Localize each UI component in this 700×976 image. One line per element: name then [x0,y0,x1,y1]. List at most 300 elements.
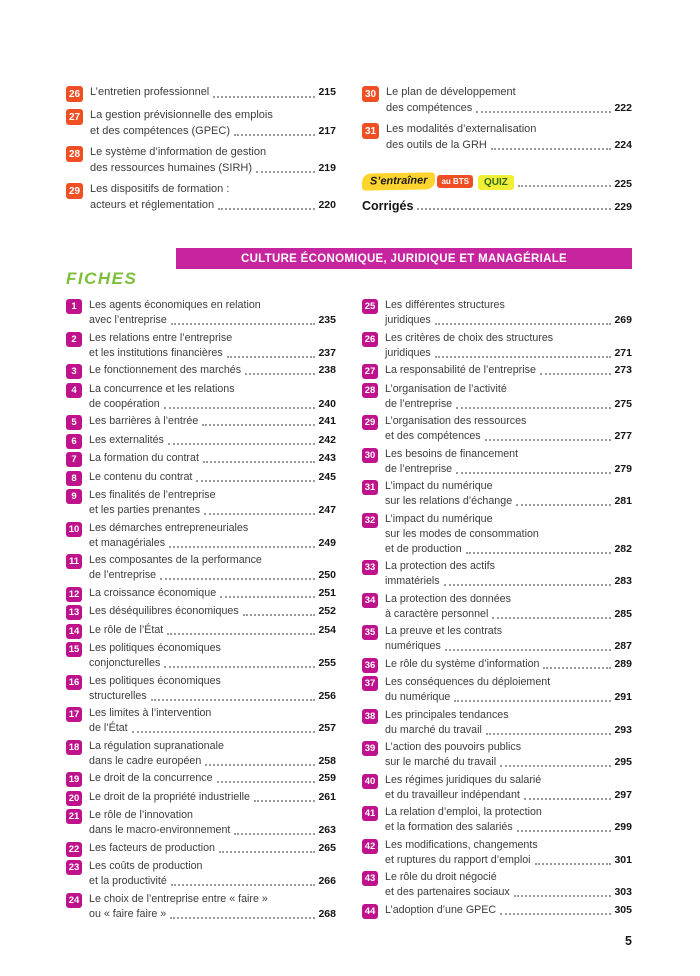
toc-item-number-badge: 15 [66,642,82,657]
toc-item-title: Les externalités [89,433,164,446]
entrainer-badge: S’entraîner [362,172,436,190]
toc-item-last-line [89,433,336,448]
toc-item [66,790,336,806]
toc-item-page-number: 265 [318,841,336,854]
toc-item-number-badge: 26 [66,86,83,102]
toc-item-text [89,382,336,412]
toc-item-number-badge: 29 [66,183,83,199]
toc-item-title-line: La preuve et les contrats [385,625,503,637]
toc-item-last-line [385,639,632,654]
toc-item-page-number: 277 [614,430,632,442]
toc-item-page-number: 240 [318,397,336,410]
leader-dots [171,884,316,886]
toc-item-title-line: L’impact du numérique [385,512,493,525]
toc-item-title: des outils de la GRH [386,138,487,151]
toc-item-text [89,859,336,889]
toc-item-page-number: 251 [318,586,336,599]
toc-item-last-line [385,657,632,672]
toc-item-page-number: 241 [318,415,336,427]
toc-item-text [385,479,632,509]
toc-item-last-line [89,874,336,889]
corriges-page-number: 229 [614,201,632,213]
toc-item-page-number: 301 [614,853,632,866]
toc-item-title: Le rôle de l’État [89,623,164,636]
toc-item [66,331,336,361]
quiz-badge: QUIZ [478,175,514,190]
toc-item-text [385,624,632,654]
toc-item-number-badge: 33 [362,560,378,575]
leader-dots [217,781,316,783]
toc-item [362,870,632,900]
toc-item-title-line: sur les modes de consommation [385,527,539,540]
fiches-toc-section [66,298,632,924]
toc-item-number-badge: 19 [66,772,82,787]
leader-dots [170,917,315,919]
toc-item-text [385,740,632,770]
toc-item-title-line: Les politiques économiques [89,674,221,687]
toc-item-text [385,657,632,672]
toc-item-number-badge: 34 [362,593,378,608]
toc-item [66,182,336,213]
toc-item-title-line: La concurrence et les relations [89,382,235,395]
toc-item-title-line: Le rôle du droit négocié [385,871,497,883]
leader-dots [486,733,612,735]
toc-item [362,805,632,835]
toc-item-page-number: 299 [614,821,632,833]
toc-item [362,85,632,116]
toc-item [66,586,336,602]
grh-toc-right-column [362,85,632,219]
toc-item-title: Les barrières à l’entrée [89,415,199,427]
toc-item [66,553,336,583]
leader-dots [543,667,611,669]
toc-item-title: avec l’entreprise [89,314,167,326]
toc-item [66,382,336,412]
leader-dots [160,578,315,580]
leader-dots [516,504,611,506]
toc-item [66,108,336,139]
toc-item [362,559,632,589]
toc-item-last-line [89,397,336,412]
toc-item-page-number: 257 [318,722,336,734]
toc-item [362,512,632,557]
toc-item-title: Le rôle du système d’information [385,657,540,670]
toc-item-page-number: 279 [614,462,632,475]
toc-item-text [385,592,632,622]
toc-item-text [90,182,336,213]
toc-item-text [89,298,336,328]
toc-item [66,841,336,857]
toc-item-last-line [89,346,336,361]
toc-item-title-line: Le système d’information de gestion [90,146,267,158]
toc-item-number-badge: 42 [362,839,378,854]
toc-item-number-badge: 40 [362,774,378,789]
toc-item-number-badge: 31 [362,123,379,139]
toc-item-page-number: 235 [318,314,336,326]
toc-item-title-line: La protection des données [385,592,511,605]
toc-item-title-line: La relation d’emploi, la protection [385,806,542,818]
leader-dots [168,443,316,445]
fiches-heading: FICHES [66,269,138,288]
leader-dots [132,731,316,733]
toc-item-number-badge: 18 [66,740,82,755]
toc-item-text [385,363,632,378]
toc-item-title: dans le macro-environnement [89,824,231,836]
leader-dots [234,833,315,835]
toc-item-number-badge: 1 [66,299,82,314]
toc-item-title: acteurs et réglementation [90,198,215,211]
toc-item-last-line [386,138,632,154]
toc-item-last-line [385,346,632,361]
page-number: 5 [625,934,632,948]
toc-item-text [386,122,632,153]
leader-dots [540,373,612,375]
toc-item-title: et managériales [89,536,166,549]
leader-dots [456,407,611,409]
toc-item-last-line [385,574,632,589]
toc-item-number-badge: 2 [66,332,82,347]
toc-item-number-badge: 26 [362,332,378,347]
toc-item-title: et la formation des salariés [385,821,513,833]
leader-dots [196,480,315,482]
toc-item-page-number: 249 [318,536,336,549]
leader-dots [171,323,316,325]
toc-item-page-number: 283 [614,575,632,587]
toc-item-page-number: 259 [318,772,336,784]
leader-dots [535,863,612,865]
toc-item-number-badge: 7 [66,452,82,467]
toc-item-title: de l’entreprise [385,462,453,475]
toc-item-page-number: 254 [318,623,336,636]
toc-item [362,363,632,379]
fiches-left-column [66,298,336,924]
leader-dots [205,764,315,766]
toc-item-last-line [385,903,632,918]
toc-item-title-line: L’action des pouvoirs publics [385,741,522,753]
toc-item-title: et du travailleur indépendant [385,788,520,801]
leader-dots [491,148,612,150]
toc-item-title: de l’entreprise [89,569,157,581]
toc-item-page-number: 263 [318,824,336,836]
toc-item-number-badge: 36 [362,658,378,673]
toc-item-page-number: 219 [318,161,336,174]
toc-item-page-number: 238 [318,364,336,376]
toc-item-last-line [385,397,632,412]
toc-item-title: numériques [385,640,441,652]
toc-item [362,773,632,803]
toc-item-last-line [89,470,336,485]
toc-item-text [385,805,632,835]
leader-dots [164,407,316,409]
toc-item-title-line: Le rôle de l’innovation [89,809,193,821]
toc-item-number-badge: 9 [66,489,82,504]
toc-item-last-line [385,885,632,900]
toc-item-number-badge: 5 [66,415,82,430]
leader-dots [254,800,315,802]
leader-dots [456,472,611,474]
toc-item-last-line [89,451,336,466]
toc-item-last-line [385,853,632,868]
toc-item-text [89,586,336,601]
toc-item-text [89,553,336,583]
toc-item-title: La formation du contrat [89,452,199,464]
grh-toc-right-items [362,85,632,153]
toc-item-text [385,512,632,557]
toc-item-text [90,145,336,176]
leader-dots [500,913,611,915]
toc-item-title-line: Les composantes de la performance [89,554,262,566]
leader-dots [203,461,316,463]
toc-item-number-badge: 39 [362,741,378,756]
toc-item-last-line [385,820,632,835]
leader-dots [518,185,612,187]
toc-item-number-badge: 6 [66,434,82,449]
toc-item-page-number: 268 [318,907,336,920]
leader-dots [454,700,611,702]
toc-item-last-line [89,790,336,805]
toc-item-last-line [89,586,336,601]
toc-item-number-badge: 16 [66,675,82,690]
toc-item-title: et des compétences [385,430,481,442]
toc-item-last-line [385,462,632,477]
toc-item-number-badge: 38 [362,709,378,724]
toc-item-title: La responsabilité de l’entreprise [385,364,536,376]
toc-item [66,641,336,671]
toc-item-text [89,892,336,922]
toc-item-page-number: 215 [318,86,336,98]
toc-item-title: sur le marché du travail [385,756,497,768]
toc-item-text [385,414,632,444]
toc-item-page-number: 303 [614,886,632,898]
toc-item [66,739,336,769]
toc-item-title-line: Les besoins de financement [385,447,519,460]
leader-dots [466,552,612,554]
toc-item-title-line: Les finalités de l’entreprise [89,489,216,501]
toc-item-text [89,451,336,466]
toc-item-text [385,903,632,918]
toc-item [362,657,632,673]
toc-item-page-number: 242 [318,433,336,446]
toc-item-number-badge: 25 [362,299,378,314]
toc-item-text [385,870,632,900]
toc-item-number-badge: 17 [66,707,82,722]
toc-item-number-badge: 24 [66,893,82,908]
leader-dots [220,596,315,598]
toc-item-title-line: Les modalités d’externalisation [386,123,537,135]
leader-dots [492,617,611,619]
toc-item-last-line [385,607,632,622]
toc-item-title: et ruptures du rapport d’emploi [385,853,531,866]
toc-item-number-badge: 43 [362,871,378,886]
toc-item-last-line [385,755,632,770]
toc-item-page-number: 287 [614,640,632,652]
toc-item-title-line: L’impact du numérique [385,480,493,492]
toc-item-text [385,773,632,803]
toc-item-title: structurelles [89,689,147,702]
toc-item-last-line [89,721,336,736]
toc-item-page-number: 237 [318,346,336,359]
grh-toc-left-column [66,85,336,219]
toc-item-title: conjoncturelles [89,657,161,669]
fiches-right-column [362,298,632,924]
toc-item [66,470,336,486]
toc-item-last-line [385,313,632,328]
toc-item-last-line [89,568,336,583]
toc-item-page-number: 220 [318,198,336,211]
toc-item-title: ou « faire faire » [89,907,167,920]
toc-item-text [90,108,336,139]
toc-item-title-line: Les politiques économiques [89,642,221,654]
leader-dots [243,614,316,616]
leader-dots [445,649,612,651]
toc-item-last-line [89,536,336,551]
toc-item [66,414,336,430]
toc-item-last-line [386,101,632,117]
toc-item-title: et des partenaires sociaux [385,886,510,898]
toc-item-page-number: 245 [318,470,336,483]
toc-item-title: dans le cadre européen [89,754,202,767]
toc-item-page-number: 243 [318,452,336,464]
toc-item-page-number: 217 [318,124,336,137]
toc-item-title: de l’entreprise [385,397,453,410]
leader-dots [417,208,611,210]
toc-item-title-line: Les limites à l’intervention [89,707,212,719]
toc-item-page-number: 271 [614,346,632,359]
toc-item-page-number: 250 [318,569,336,581]
toc-item [66,771,336,787]
toc-item-page-number: 269 [614,314,632,326]
toc-item-number-badge: 29 [362,415,378,430]
toc-item-title: de coopération [89,397,160,410]
toc-item-title-line: Les coûts de production [89,860,203,872]
toc-item-title-line: La gestion prévisionnelle des emplois [90,109,273,121]
toc-item [66,363,336,379]
toc-item-page-number: 252 [318,605,336,617]
toc-item-title-line: Les critères de choix des structures [385,331,554,344]
toc-item-page-number: 282 [614,542,632,555]
toc-item [362,708,632,738]
toc-item-last-line [90,124,336,140]
corriges-row [362,199,632,213]
toc-item-last-line [89,907,336,922]
toc-item-number-badge: 21 [66,809,82,824]
toc-item-number-badge: 8 [66,471,82,486]
toc-item [66,623,336,639]
toc-item-title: Le contenu du contrat [89,470,193,483]
toc-item-title: Les déséquilibres économiques [89,605,239,617]
toc-item-title: et les institutions financières [89,346,223,359]
toc-item-text [385,447,632,477]
toc-item [66,85,336,102]
training-page-number: 225 [614,178,632,190]
toc-item-title: Le droit de la concurrence [89,772,213,784]
toc-item-text [89,488,336,518]
leader-dots [476,111,611,113]
leader-dots [517,830,612,832]
toc-item [362,298,632,328]
leader-dots [218,208,315,210]
toc-item-title: La croissance économique [89,586,217,599]
corriges-label: Corrigés [362,199,414,213]
toc-item-title: des compétences [386,101,473,114]
toc-item-title: sur les relations d’échange [385,495,513,507]
toc-item-page-number: 289 [614,657,632,670]
leader-dots [514,895,612,897]
toc-item-text [90,85,336,101]
leader-dots [435,323,612,325]
toc-item-number-badge: 41 [362,806,378,821]
toc-item-last-line [89,823,336,838]
toc-item-number-badge: 12 [66,587,82,602]
toc-item [362,331,632,361]
toc-item-page-number: 247 [318,504,336,516]
toc-item [66,488,336,518]
toc-item-title-line: Les dispositifs de formation : [90,183,230,195]
toc-item-title: à caractère personnel [385,607,489,620]
toc-item-title: de l’État [89,722,128,734]
toc-item-title-line: La régulation supranationale [89,739,224,752]
leader-dots [167,633,315,635]
toc-item-page-number: 293 [614,723,632,736]
toc-item [66,892,336,922]
leader-dots [164,666,315,668]
toc-item-title-line: Les agents économiques en relation [89,299,261,311]
toc-item-number-badge: 32 [362,513,378,528]
toc-item-page-number: 255 [318,657,336,669]
toc-item-last-line [90,161,336,177]
toc-item [362,447,632,477]
toc-item-page-number: 295 [614,756,632,768]
toc-item-title-line: Les différentes structures [385,299,505,311]
toc-item-page-number: 222 [614,101,632,114]
toc-item-last-line [385,363,632,378]
toc-item-page-number: 273 [614,364,632,376]
toc-item-number-badge: 28 [362,383,378,398]
toc-item-title-line: Les modifications, changements [385,838,538,851]
toc-item-number-badge: 30 [362,448,378,463]
toc-item [362,740,632,770]
toc-item-title: L’adoption d’une GPEC [385,903,497,916]
toc-item-text [89,623,336,638]
toc-item-title-line: Le plan de développement [386,86,516,98]
toc-item-page-number: 224 [614,138,632,151]
toc-item-number-badge: 23 [66,860,82,875]
toc-item-number-badge: 4 [66,383,82,398]
toc-item-last-line [385,429,632,444]
toc-item-last-line [385,690,632,705]
toc-item-title: juridiques [385,346,431,359]
toc-item-title: des ressources humaines (SIRH) [90,161,253,174]
section-banner: CULTURE ÉCONOMIQUE, JURIDIQUE ET MANAGÉRIALE [176,248,632,269]
toc-item-number-badge: 14 [66,624,82,639]
leader-dots [500,765,611,767]
toc-item [362,382,632,412]
toc-item-text [386,85,632,116]
grh-toc-section [66,85,632,219]
toc-item-number-badge: 27 [66,109,83,125]
leader-dots [204,513,315,515]
toc-item-number-badge: 31 [362,480,378,495]
toc-item-title-line: Les conséquences du déploiement [385,676,551,688]
toc-item-last-line [385,542,632,557]
toc-item-title-line: Les relations entre l’entreprise [89,331,233,344]
toc-item-text [89,433,336,448]
toc-item-number-badge: 10 [66,522,82,537]
toc-item-number-badge: 37 [362,676,378,691]
toc-item-text [385,708,632,738]
toc-item-text [385,331,632,361]
leader-dots [151,699,316,701]
